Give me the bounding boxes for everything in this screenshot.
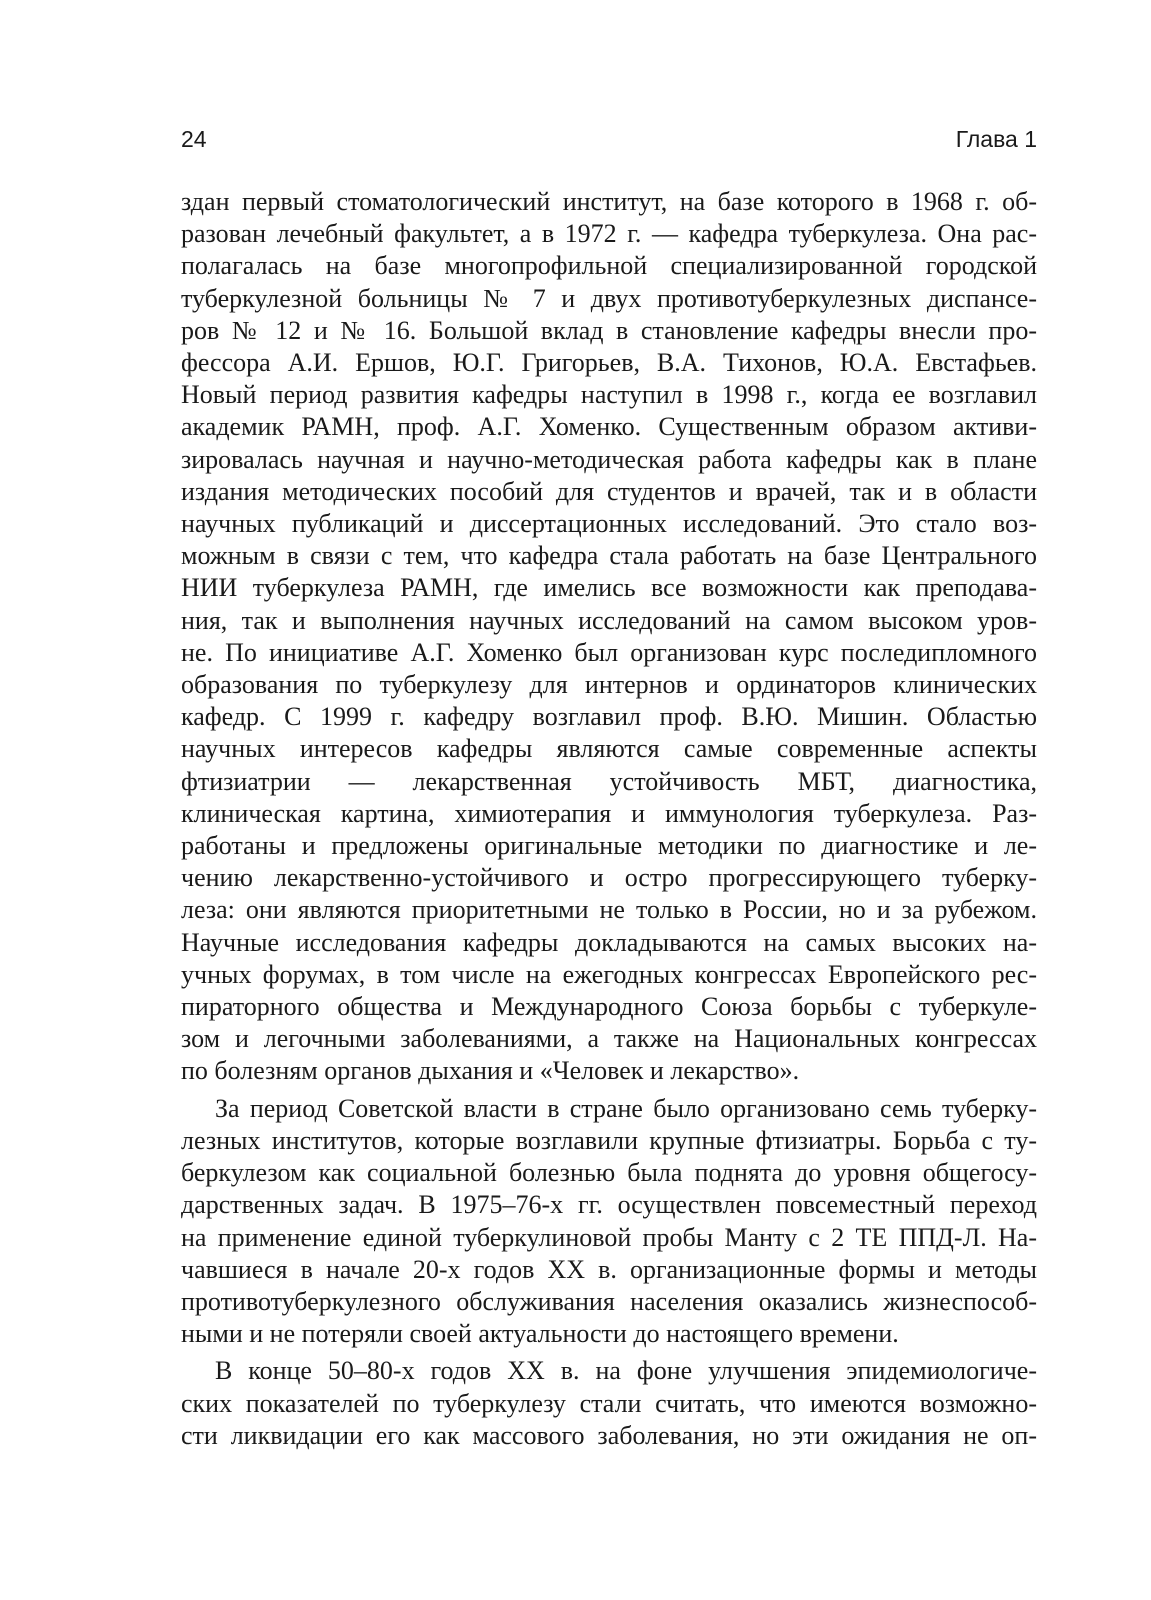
text-line: ными и не потеряли своей актуальности до настоящего времени. [181,1319,899,1349]
text-line: фессора А.И. Ершов, Ю.Г. Григорьев, В.А. Тихонов, Ю.А. Евстафьев. [181,348,1037,378]
text-line: ния, так и выполнения научных исследований на самом высоком уров- [181,605,1037,635]
text-line: лезных институтов, которые возглавили крупные фтизиатры. Борьба с ту- [181,1125,1037,1155]
text-line: научных интересов кафедры являются самые современные аспекты [181,734,1037,764]
text-line: кафедр. С 1999 г. кафедру возглавил проф. В.Ю. Мишин. Областью [181,702,1037,732]
body-text [181,186,1037,1457]
text-line: разован лечебный факультет, а в 1972 г. — кафедра туберкулеза. Она рас- [181,219,1037,249]
text-line: Научные исследования кафедры докладываются на самых высоких на- [181,927,1037,957]
text-line: учных форумах, в том числе на ежегодных конгрессах Европейского рес- [181,959,1037,989]
paragraph [181,1355,1037,1452]
text-line: За период Советской власти в стране было организовано семь туберку- [215,1093,1037,1123]
text-line: пираторного общества и Международного Союза борьбы с туберкуле- [181,992,1037,1022]
text-line: противотуберкулезного обслуживания населения оказались жизнеспособ- [181,1286,1037,1316]
text-line: Новый период развития кафедры наступил в 1998 г., когда ее возглавил [181,380,1037,410]
text-line: чению лекарственно-устойчивого и остро прогрессирующего туберку- [181,863,1037,893]
text-line: не. По инициативе А.Г. Хоменко был организован курс последипломного [181,637,1037,667]
text-line: можным в связи с тем, что кафедра стала работать на базе Центрального [181,541,1037,571]
text-line: ских показателей по туберкулезу стали считать, что имеются возможно- [181,1388,1037,1418]
text-line: научных публикаций и диссертационных исследований. Это стало воз- [181,509,1037,539]
text-line: зировалась научная и научно-методическая работа кафедры как в плане [181,444,1037,474]
text-line: НИИ туберкулеза РАМН, где имелись все возможности как преподава- [181,573,1037,603]
text-line: на применение единой туберкулиновой пробы Манту с 2 ТЕ ППД-Л. На- [181,1222,1037,1252]
text-line: беркулезом как социальной болезнью была поднята до уровня общегосу- [181,1158,1037,1188]
text-line: леза: они являются приоритетными не только в России, но и за рубежом. [181,895,1037,925]
text-line: туберкулезной больницы № 7 и двух противотуберкулезных диспансе- [181,283,1037,313]
paragraph [181,186,1037,1088]
paragraph [181,1093,1037,1351]
text-line: полагалась на базе многопрофильной специализированной городской [181,251,1037,281]
text-line: образования по туберкулезу для интернов и ординаторов клинических [181,670,1037,700]
chapter-running-head: Глава 1 [955,126,1037,152]
text-line: чавшиеся в начале 20-х годов XX в. организационные формы и методы [181,1254,1037,1284]
text-line: В конце 50–80-х годов XX в. на фоне улучшения эпидемиологиче- [215,1356,1037,1386]
page-number: 24 [181,126,207,152]
text-line: ров № 12 и № 16. Большой вклад в становление кафедры внесли про- [181,315,1037,345]
text-line: фтизиатрии — лекарственная устойчивость МБТ, диагностика, [181,766,1037,796]
text-line: клиническая картина, химиотерапия и иммунология туберкулеза. Раз- [181,798,1037,828]
text-line: по болезням органов дыхания и «Человек и лекарство». [181,1056,800,1086]
text-line: издания методических пособий для студентов и врачей, так и в области [181,476,1037,506]
page-header [181,126,1037,162]
text-line: зом и легочными заболеваниями, а также на Национальных конгрессах [181,1024,1037,1054]
text-line: академик РАМН, проф. А.Г. Хоменко. Существенным образом активи- [181,412,1037,442]
text-line: дарственных задач. В 1975–76-х гг. осуществлен повсеместный переход [181,1190,1037,1220]
text-line: здан первый стоматологический институт, на базе которого в 1968 г. об- [181,187,1037,216]
text-line: работаны и предложены оригинальные методики по диагностике и ле- [181,831,1037,861]
text-line: сти ликвидации его как массового заболевания, но эти ожидания не оп- [181,1420,1037,1450]
